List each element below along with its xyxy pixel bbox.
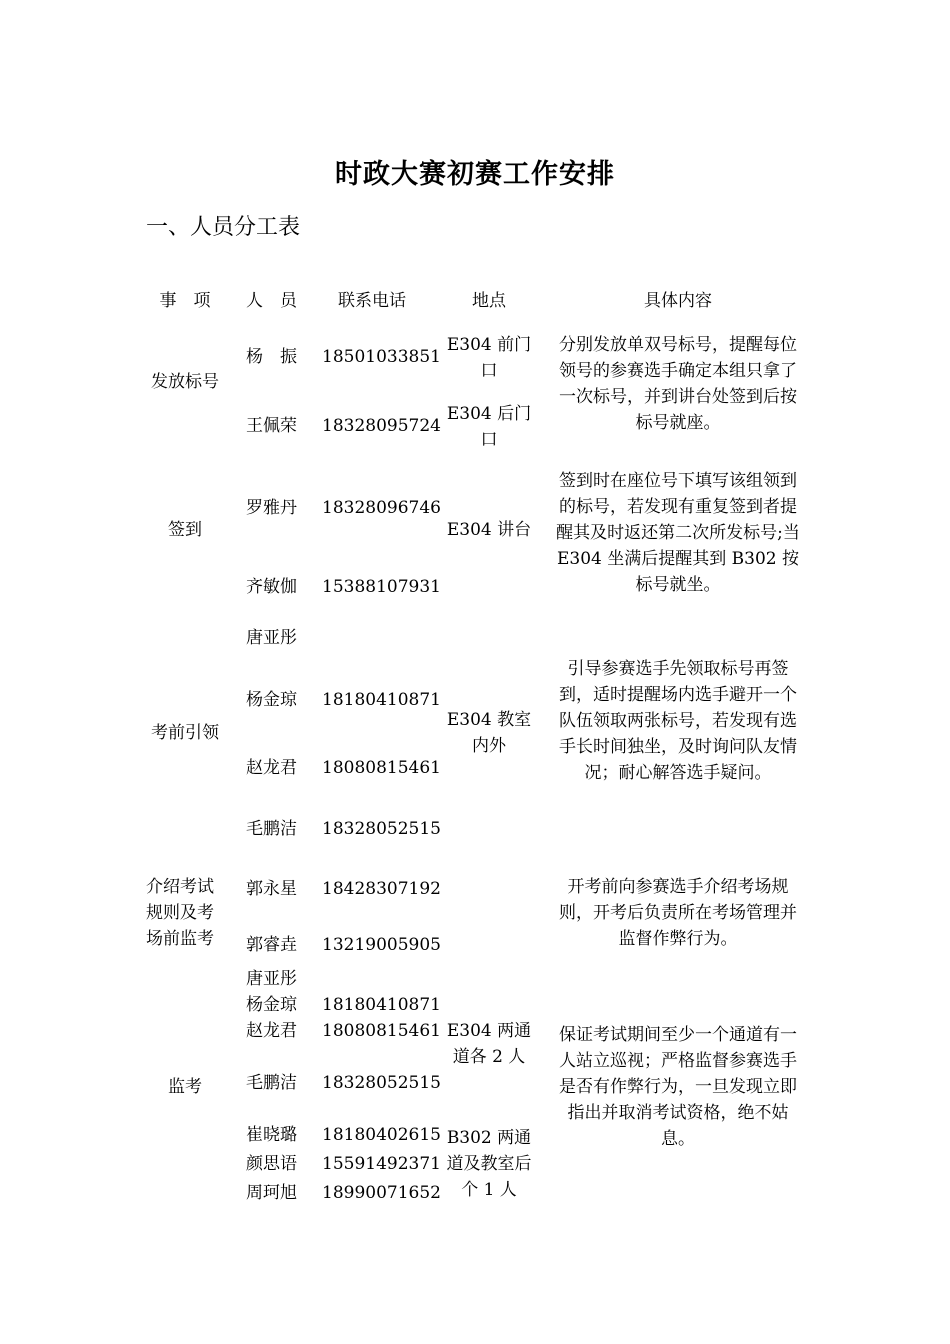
location-cell: B302 两通道及教室后个 1 人 [446, 1128, 532, 1200]
person-name: 颜思语 [246, 1154, 297, 1174]
location-cell: E304 讲台 [446, 520, 532, 540]
content-cell: 引导参赛选手先领取标号再签到，适时提醒场内选手避开一个队伍领取两张标号，若发现有选手长时间独坐，及时询问队友情况；耐心解答选手疑问。 [559, 659, 797, 783]
person-name: 唐亚彤 [246, 628, 297, 648]
person-name: 郭永星 [246, 879, 297, 899]
phone-number: 18180410871 [322, 995, 441, 1015]
item-cell: 考前引领 [151, 723, 219, 743]
person-name: 杨金琼 [246, 995, 297, 1015]
person-name: 王佩荣 [246, 416, 297, 436]
phone-number: 18428307192 [322, 879, 441, 899]
page-title: 时政大赛初赛工作安排 [335, 159, 615, 190]
content-cell: 分别发放单双号标号，提醒每位领号的参赛选手确定本组只拿了一次标号，并到讲台处签到后按标号就座。 [559, 335, 797, 433]
person-name: 毛鹏洁 [246, 819, 297, 839]
phone-number: 18180402615 [322, 1125, 441, 1145]
phone-number: 18328095724 [322, 416, 441, 436]
header-phone: 联系电话 [338, 291, 406, 311]
item-cell: 签到 [168, 520, 202, 540]
phone-number: 18328096746 [322, 498, 441, 518]
phone-number: 15591492371 [322, 1154, 441, 1174]
person-name: 赵龙君 [246, 758, 297, 778]
location-cell: E304 前门口 [446, 335, 532, 381]
item-cell: 介绍考试规则及考场前监考 [146, 877, 214, 949]
person-name: 郭睿垚 [246, 935, 297, 955]
phone-number: 15388107931 [322, 577, 441, 597]
phone-number: 18990071652 [322, 1183, 441, 1203]
phone-number: 18180410871 [322, 690, 441, 710]
person-name: 唐亚彤 [246, 969, 297, 989]
phone-number: 18328052515 [322, 819, 441, 839]
header-person: 人 员 [246, 291, 297, 311]
person-name: 周珂旭 [246, 1183, 297, 1203]
person-name: 罗雅丹 [246, 498, 297, 518]
person-name: 杨 振 [246, 347, 297, 367]
location-cell: E304 教室内外 [446, 710, 532, 756]
header-item: 事 项 [159, 291, 211, 311]
phone-number: 18080815461 [322, 1021, 441, 1041]
phone-number: 18328052515 [322, 1073, 441, 1093]
location-cell: E304 两通道各 2 人 [446, 1021, 532, 1067]
content-cell: 签到时在座位号下填写该组领到的标号，若发现有重复签到者提醒其及时返还第二次所发标号;当 E304 坐满后提醒其到 B302 按标号就坐。 [556, 471, 800, 595]
content-cell: 开考前向参赛选手介绍考场规则，开考后负责所在考场管理并监督作弊行为。 [559, 877, 797, 949]
header-content: 具体内容 [644, 291, 712, 311]
person-name: 崔晓璐 [246, 1125, 297, 1145]
section-heading: 一、人员分工表 [146, 215, 301, 240]
person-name: 杨金琼 [246, 690, 297, 710]
person-name: 赵龙君 [246, 1021, 297, 1041]
item-cell: 监考 [168, 1077, 202, 1097]
header-location: 地点 [472, 291, 506, 311]
person-name: 毛鹏洁 [246, 1073, 297, 1093]
phone-number: 18501033851 [322, 347, 441, 367]
content-cell: 保证考试期间至少一个通道有一人站立巡视；严格监督参赛选手是否有作弊行为，一旦发现立即指出并取消考试资格，绝不姑息。 [559, 1025, 797, 1149]
phone-number: 13219005905 [322, 935, 441, 955]
item-cell: 发放标号 [151, 372, 219, 392]
phone-number: 18080815461 [322, 758, 441, 778]
location-cell: E304 后门口 [446, 404, 532, 450]
person-name: 齐敏伽 [246, 577, 297, 597]
